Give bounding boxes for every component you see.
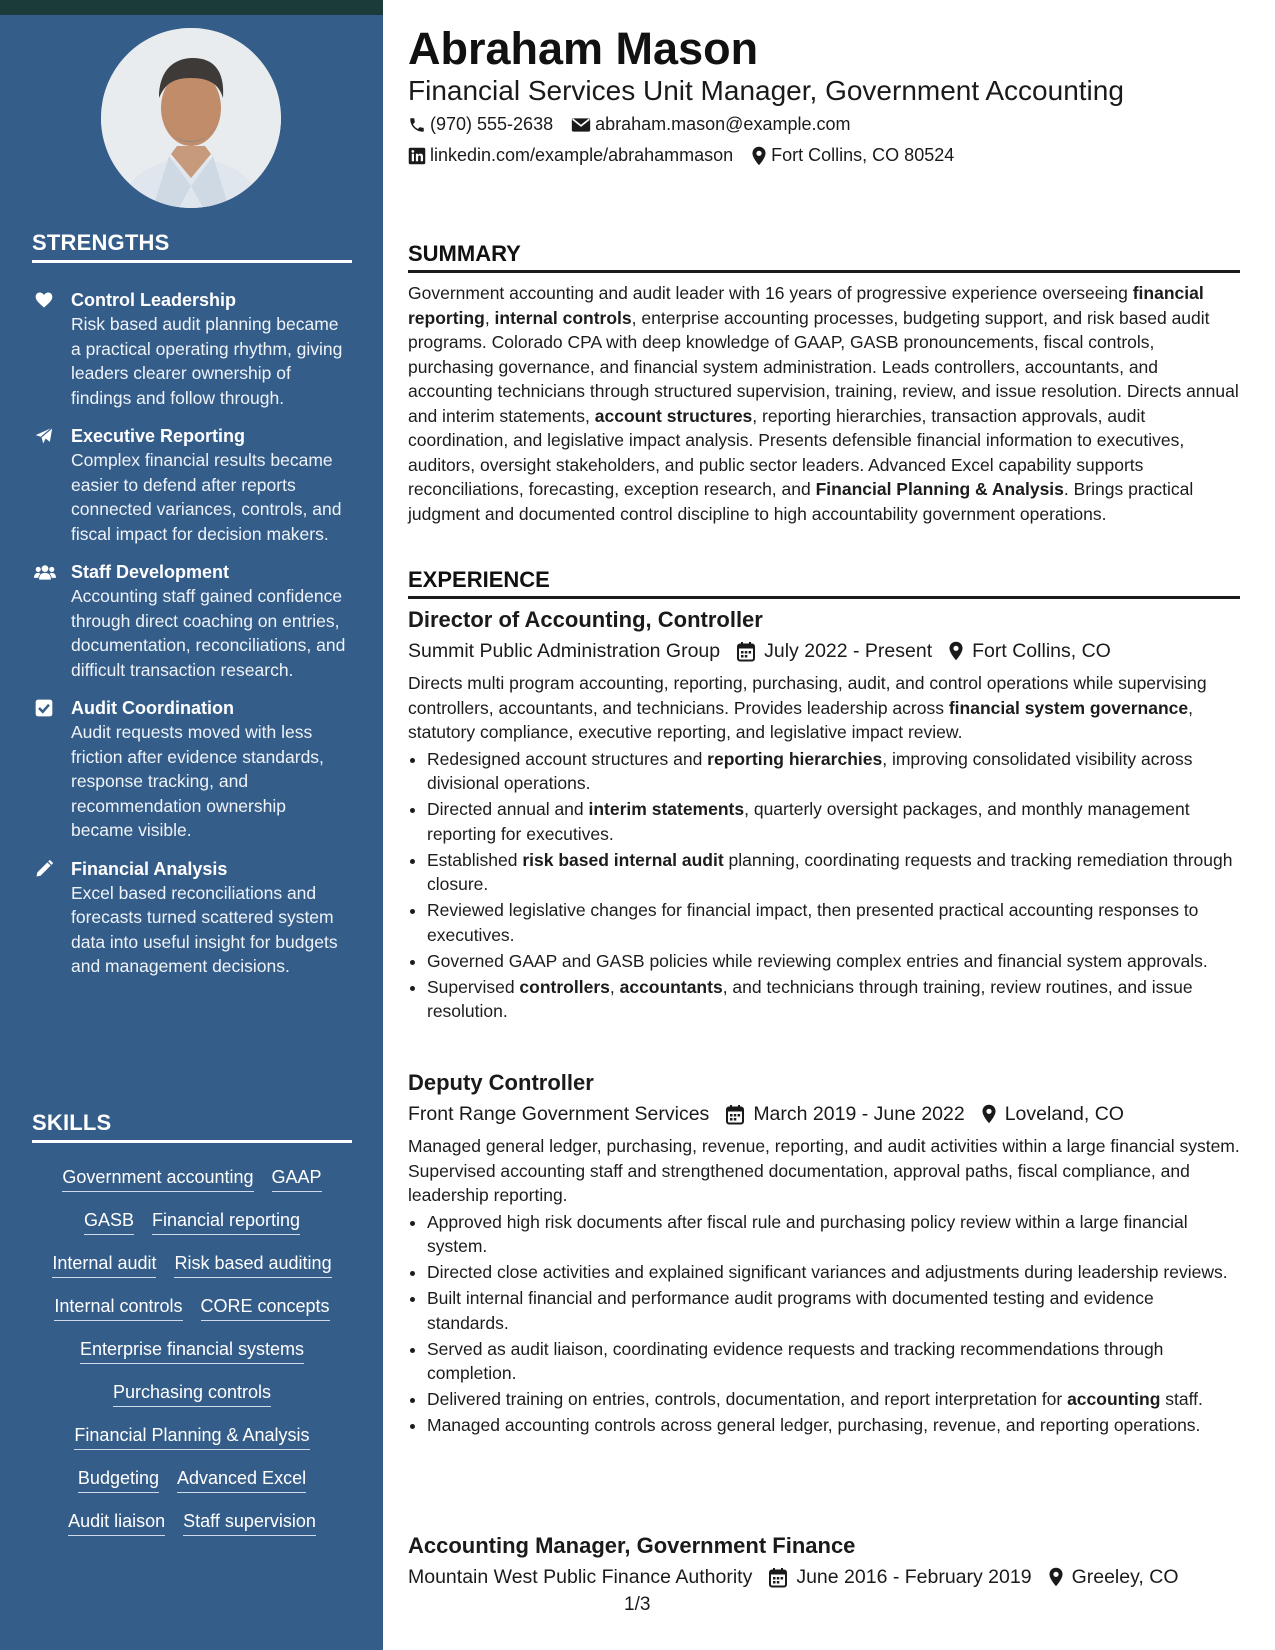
job-bullet-run: Built internal financial and performance audit programs with documented testing and evidence standards.: [427, 1288, 1154, 1333]
job-bullet: [427, 898, 1240, 947]
job-description: [408, 1134, 1240, 1208]
strength-title: Audit Coordination: [71, 698, 234, 718]
job-dates: [725, 1099, 964, 1129]
skill-tag: GAAP: [272, 1165, 322, 1192]
company-name: Front Range Government Services: [408, 1103, 710, 1125]
experience-heading: EXPERIENCE: [408, 567, 1240, 599]
summary-text: [408, 281, 1240, 526]
job-location-text: Fort Collins, CO: [972, 640, 1111, 662]
job-entry: [408, 605, 1240, 1025]
skill-tag: Budgeting: [78, 1466, 159, 1493]
skill-tag: Purchasing controls: [113, 1380, 271, 1407]
heart-icon: [34, 290, 54, 310]
job-entry: [408, 1531, 1240, 1592]
job-description-run: Directs multi program accounting, reporting, purchasing, audit, and control operations while supervising controllers, accountants, and technicians. Provides leadership across: [408, 673, 1207, 718]
job-location: [1048, 1562, 1179, 1592]
candidate-headline: Financial Services Unit Manager, Government Accounting: [408, 75, 1124, 106]
summary-run: . Brings practical judgment and documented control discipline to high accountability government operations.: [408, 479, 1194, 524]
job-bullet-run: Redesigned account structures and: [427, 748, 708, 769]
job-bullet-run: Approved high risk documents after fiscal rule and purchasing policy review within a large financial system.: [427, 1211, 1188, 1256]
strength-title: Executive Reporting: [71, 426, 246, 446]
job-bullet-bold-run: risk based internal audit: [522, 849, 724, 870]
job-dates-text: June 2016 - February 2019: [796, 1566, 1032, 1588]
strength-title: Staff Development: [71, 562, 230, 582]
job-bullet-bold-run: interim statements: [588, 799, 745, 819]
job-bullet-run: Delivered training on entries, controls, documentation, and report interpretation for: [427, 1389, 1068, 1409]
job-bullets: [408, 1210, 1240, 1438]
pencil-icon: [34, 859, 54, 879]
summary-bold-run: internal controls: [494, 307, 632, 328]
job-bullet: [427, 975, 1240, 1024]
job-location-text: Loveland, CO: [1004, 1103, 1124, 1125]
job-meta: [408, 636, 1240, 666]
linkedin-url[interactable]: linkedin.com/example/abrahammason: [430, 145, 734, 165]
job-bullet-run: staff.: [1160, 1389, 1203, 1409]
check-square-icon: [34, 698, 54, 718]
job-title: Accounting Manager, Government Finance: [408, 1533, 856, 1558]
job-bullet: [427, 1210, 1240, 1259]
job-bullet-run: , quarterly oversight packages, and monthly management reporting for executives.: [427, 799, 1190, 844]
envelope-icon: [571, 117, 591, 133]
company-name: Mountain West Public Finance Authority: [408, 1566, 753, 1588]
job-description-run: Managed general ledger, purchasing, revenue, reporting, and audit activities within a large financial system. Supervised accounting staff and strengthened documentation, approval paths, fiscal compliance, and leadership reporting.: [408, 1136, 1240, 1205]
job-bullet: [427, 1260, 1240, 1285]
map-pin-icon: [981, 1104, 997, 1124]
skill-tag: Internal controls: [54, 1294, 182, 1321]
skill-tag: Financial Planning & Analysis: [74, 1423, 309, 1450]
job-bullets: [408, 747, 1240, 1024]
job-bullet-bold-run: reporting hierarchies: [707, 748, 883, 769]
strength-description: Risk based audit planning became a practical operating rhythm, giving leaders clearer ownership of findings and follow through.: [71, 314, 343, 408]
strength-description: Excel based reconciliations and forecasts turned scattered system data into useful insight for budgets and management decisions.: [71, 882, 338, 976]
email-address[interactable]: abraham.mason@example.com: [595, 114, 851, 134]
calendar-icon: [725, 1104, 745, 1125]
summary-heading: SUMMARY: [408, 241, 1240, 273]
skill-tag: Internal audit: [52, 1251, 156, 1278]
linkedin-contact[interactable]: [408, 145, 733, 166]
job-bullet: [427, 848, 1240, 897]
page-number: 1/3: [624, 1594, 651, 1615]
skills-heading: SKILLS: [32, 1110, 352, 1143]
job-meta: [408, 1099, 1240, 1129]
job-bullet: [427, 797, 1240, 846]
phone-number: (970) 555-2638: [430, 114, 554, 134]
skill-tag: Risk based auditing: [174, 1251, 331, 1278]
job-description-run: , statutory compliance, executive reporting, and legislative impact review.: [408, 697, 1193, 742]
strength-item: [32, 560, 352, 682]
calendar-icon: [736, 641, 756, 662]
phone-icon: [408, 116, 426, 134]
job-dates: [736, 636, 932, 666]
calendar-icon: [768, 1567, 788, 1588]
job-bullet-run: , and technicians through training, review routines, and issue resolution.: [427, 976, 1193, 1021]
skill-tag: Enterprise financial systems: [80, 1337, 304, 1364]
strengths-list: [32, 288, 352, 993]
job-dates-text: July 2022 - Present: [764, 640, 933, 662]
candidate-name: Abraham Mason: [408, 23, 759, 74]
skill-tag: GASB: [84, 1208, 134, 1235]
skill-tag: Financial reporting: [152, 1208, 300, 1235]
job-location: [981, 1099, 1124, 1129]
summary-run: Government accounting and audit leader with 16 years of progressive experience overseeing: [408, 283, 1133, 303]
map-pin-icon: [751, 146, 767, 166]
job-description-bold-run: financial system governance: [948, 697, 1189, 718]
job-dates: [768, 1562, 1031, 1592]
location-contact: [751, 145, 954, 166]
strength-description: Audit requests moved with less friction after evidence standards, response tracking, and recommendation ownership became visible.: [71, 722, 324, 840]
job-bullet-run: Managed accounting controls across general ledger, purchasing, revenue, and reporting operations.: [427, 1415, 1201, 1435]
skill-tag: Advanced Excel: [177, 1466, 306, 1493]
job-bullet: [427, 1286, 1240, 1335]
job-bullet-run: Directed annual and: [427, 799, 589, 819]
strength-description: Accounting staff gained confidence through direct coaching on entries, documentation, reconciliations, and difficult transaction research.: [71, 586, 346, 680]
skills-list: [32, 1165, 352, 1536]
sidebar: [0, 15, 383, 1650]
job-bullet: [427, 949, 1240, 974]
job-bullet-bold-run: controllers: [519, 976, 610, 997]
skill-tag: Staff supervision: [183, 1509, 316, 1536]
summary-run: , reporting hierarchies, transaction approvals, audit coordination, and legislative impact analysis. Presents defensible financial information to executives, auditors, oversight stakeholders, and public sector leaders. Advanced Excel capability supports reconciliations, forecasting, exception research, and: [408, 405, 1185, 499]
job-bullet-run: , improving consolidated visibility across divisional operations.: [427, 748, 1193, 793]
job-bullet-bold-run: accounting: [1067, 1389, 1161, 1409]
location-text: Fort Collins, CO 80524: [771, 145, 955, 165]
job-bullet: [427, 1413, 1240, 1438]
job-bullet-run: Served as audit liaison, coordinating evidence requests and tracking recommendations through completion.: [427, 1338, 1164, 1383]
job-title: Deputy Controller: [408, 1070, 594, 1095]
strength-description: Complex financial results became easier to defend after reports connected variances, controls, and fiscal impact for decision makers.: [71, 450, 342, 544]
job-bullet-run: Supervised: [427, 976, 520, 997]
job-bullet-bold-run: accountants: [619, 976, 723, 997]
email-contact[interactable]: [571, 114, 850, 135]
summary-bold-run: account structures: [594, 405, 753, 426]
company-name: Summit Public Administration Group: [408, 640, 721, 662]
phone-contact: [408, 114, 553, 135]
job-bullet-run: planning, coordinating requests and tracking remediation through closure.: [427, 849, 1233, 894]
job-dates-text: March 2019 - June 2022: [753, 1103, 965, 1125]
job-location: [948, 636, 1111, 666]
strength-item: [32, 857, 352, 979]
paper-plane-icon: [34, 426, 54, 446]
job-title: Director of Accounting, Controller: [408, 607, 763, 632]
job-bullet-run: Directed close activities and explained significant variances and adjustments during leadership reviews.: [427, 1262, 1228, 1282]
summary-run: ,: [484, 307, 495, 328]
strength-item: [32, 288, 352, 410]
job-bullet: [427, 1337, 1240, 1386]
job-bullet: [427, 1387, 1240, 1412]
strength-title: Control Leadership: [71, 290, 237, 310]
job-location-text: Greeley, CO: [1071, 1566, 1179, 1588]
skill-tag: Audit liaison: [68, 1509, 165, 1536]
skill-tag: CORE concepts: [201, 1294, 330, 1321]
summary-run: , enterprise accounting processes, budgeting support, and risk based audit programs. Colorado CPA with deep knowledge of GAAP, GASB pronouncements, fiscal controls, purchasing governance, and financial system administration. Leads controllers, accountants, and accounting technicians through structured supervision, training, review, and issue resolution. Directs annual and interim statements,: [408, 307, 1239, 426]
strength-title: Financial Analysis: [71, 858, 228, 879]
job-bullet-run: Reviewed legislative changes for financial impact, then presented practical accounting responses to executives.: [427, 900, 1199, 945]
map-pin-icon: [948, 641, 964, 661]
top-accent-bar: [0, 0, 383, 15]
skill-tag: Government accounting: [62, 1165, 253, 1192]
contact-row: [408, 145, 972, 166]
job-bullet-run: ,: [609, 976, 620, 997]
job-bullet-run: Governed GAAP and GASB policies while reviewing complex entries and financial system approvals.: [427, 950, 1208, 971]
summary-bold-run: Financial Planning & Analysis: [815, 479, 1064, 499]
users-icon: [34, 562, 54, 582]
map-pin-icon: [1048, 1567, 1064, 1587]
contact-row: [408, 114, 868, 135]
strengths-heading: STRENGTHS: [32, 230, 352, 263]
linkedin-icon: [408, 147, 426, 165]
job-bullet-run: Established: [427, 849, 523, 870]
job-entry: [408, 1068, 1240, 1439]
summary-bold-run: financial reporting: [408, 283, 1204, 328]
job-meta: [408, 1562, 1240, 1592]
profile-photo: [101, 28, 281, 208]
strength-item: [32, 696, 352, 843]
job-bullet: [427, 747, 1240, 796]
strength-item: [32, 424, 352, 546]
job-description: [408, 671, 1240, 745]
